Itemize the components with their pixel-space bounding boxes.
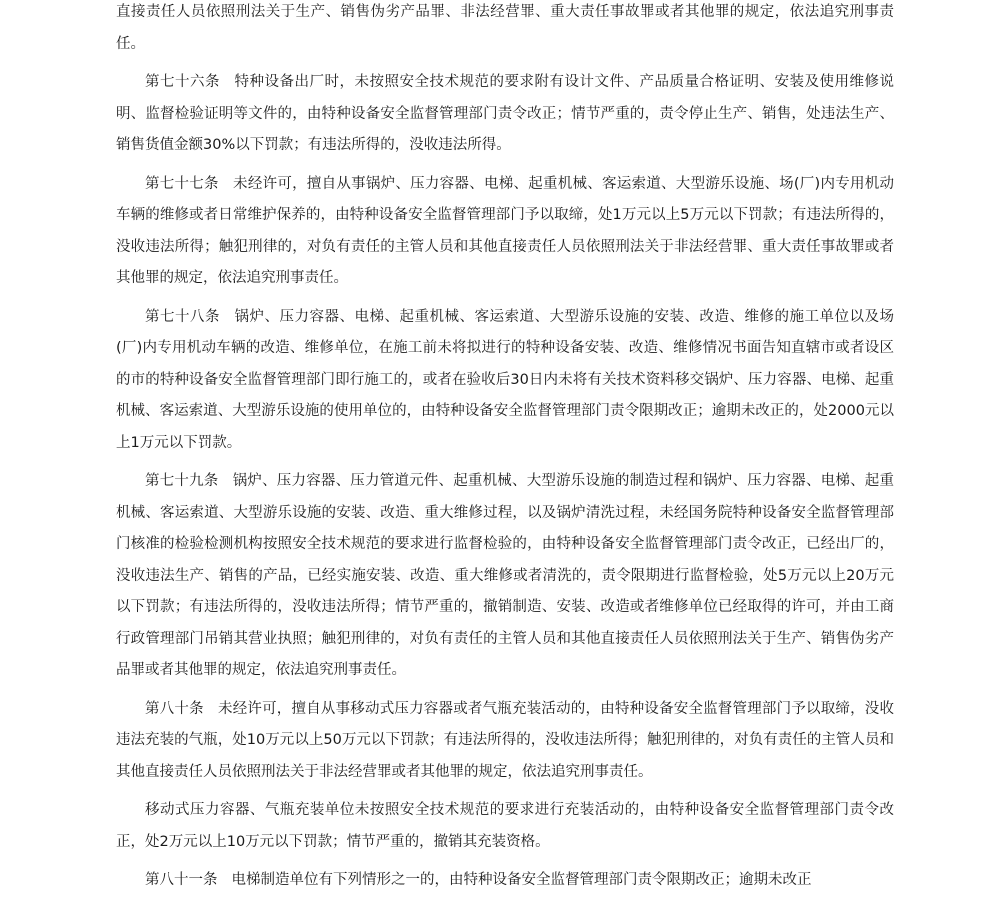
article-text: 锅炉、压力容器、压力管道元件、起重机械、大型游乐设施的制造过程和锅炉、压力容器、电梯、起重机械、客运索道、大型游乐设施的安装、改造、重大维修过程，以及锅炉清洗过程，未经国务院特种设备安全监督管理部门核准的检验检测机构按照安全技术规范的要求进行监督检验的，由特种设备安全监督管理部门责令改正，已经出厂的，没收违法生产、销售的产品，已经实施安装、改造、重大维修或者清洗的，责令限期进行监督检验，处5万元以上20万元以下罚款；有违法所得的，没收违法所得；情节严重的，撤销制造、安装、改造或者维修单位已经取得的许可，并由工商行政管理部门吊销其营业执照；触犯刑律的，对负有责任的主管人员和其他直接责任人员依照刑法关于生产、销售伪劣产品罪或者其他罪的规定，依法追究刑事责任。 <box>116 473 894 678</box>
article-heading: 第七十九条 <box>145 473 219 489</box>
regulation-document <box>116 0 894 904</box>
paragraph-continuation <box>116 0 894 60</box>
article-heading: 第七十六条 <box>145 74 220 90</box>
article-text: 未经许可，擅自从事移动式压力容器或者气瓶充装活动的，由特种设备安全监督管理部门予以取缔，没收违法充装的气瓶，处10万元以上50万元以下罚款；有违法所得的，没收违法所得；触犯刑律的，对负有责任的主管人员和其他直接责任人员依照刑法关于非法经营罪或者其他罪的规定，依法追究刑事责任。 <box>116 700 895 780</box>
article-heading: 第八十一条 <box>145 872 218 888</box>
article-text: 特种设备出厂时，未按照安全技术规范的要求附有设计文件、产品质量合格证明、安装及使用维修说明、监督检验证明等文件的，由特种设备安全监督管理部门责令改正；情节严重的，责令停止生产、销售，处违法生产、销售货值金额30%以下罚款；有违法所得的，没收违法所得。 <box>116 74 894 153</box>
article-text: 未经许可，擅自从事锅炉、压力容器、电梯、起重机械、客运索道、大型游乐设施、场(厂)内专用机动车辆的维修或者日常维护保养的，由特种设备安全监督管理部门予以取缔，处1万元以上5万元以下罚款；有违法所得的，没收违法所得；触犯刑律的，对负有责任的主管人员和其他直接责任人员依照刑法关于非法经营罪、重大责任事故罪或者其他罪的规定，依法追究刑事责任。 <box>116 175 895 286</box>
paragraph-text: 移动式压力容器、气瓶充装单位未按照安全技术规范的要求进行充装活动的，由特种设备安全监督管理部门责令改正，处2万元以上10万元以下罚款；情节严重的，撤销其充装资格。 <box>116 802 894 850</box>
article-77 <box>116 169 894 295</box>
paragraph-text: 直接责任人员依照刑法关于生产、销售伪劣产品罪、非法经营罪、重大责任事故罪或者其他罪的规定，依法追究刑事责任。 <box>116 4 894 52</box>
article-text: 电梯制造单位有下列情形之一的，由特种设备安全监督管理部门责令限期改正；逾期未改正 <box>231 872 812 888</box>
article-79 <box>116 466 894 687</box>
article-heading: 第七十八条 <box>145 308 220 325</box>
article-81 <box>116 865 894 897</box>
article-text: 锅炉、压力容器、电梯、起重机械、客运索道、大型游乐设施的安装、改造、维修的施工单位以及场(厂)内专用机动车辆的改造、维修单位，在施工前未将拟进行的特种设备安装、改造、维修情况书面告知直辖市或者设区的市的特种设备安全监督管理部门即行施工的，或者在验收后30日内未将有关技术资料移交锅炉、压力容器、电梯、起重机械、客运索道、大型游乐设施的使用单位的，由特种设备安全监督管理部门责令限期改正；逾期未改正的，处2000元以上1万元以下罚款。 <box>116 308 894 451</box>
article-78 <box>116 302 894 460</box>
article-80-paragraph-2 <box>116 795 894 858</box>
article-heading: 第七十七条 <box>145 175 219 192</box>
article-76 <box>116 67 894 162</box>
article-heading: 第八十条 <box>145 700 204 717</box>
article-80 <box>116 694 894 789</box>
